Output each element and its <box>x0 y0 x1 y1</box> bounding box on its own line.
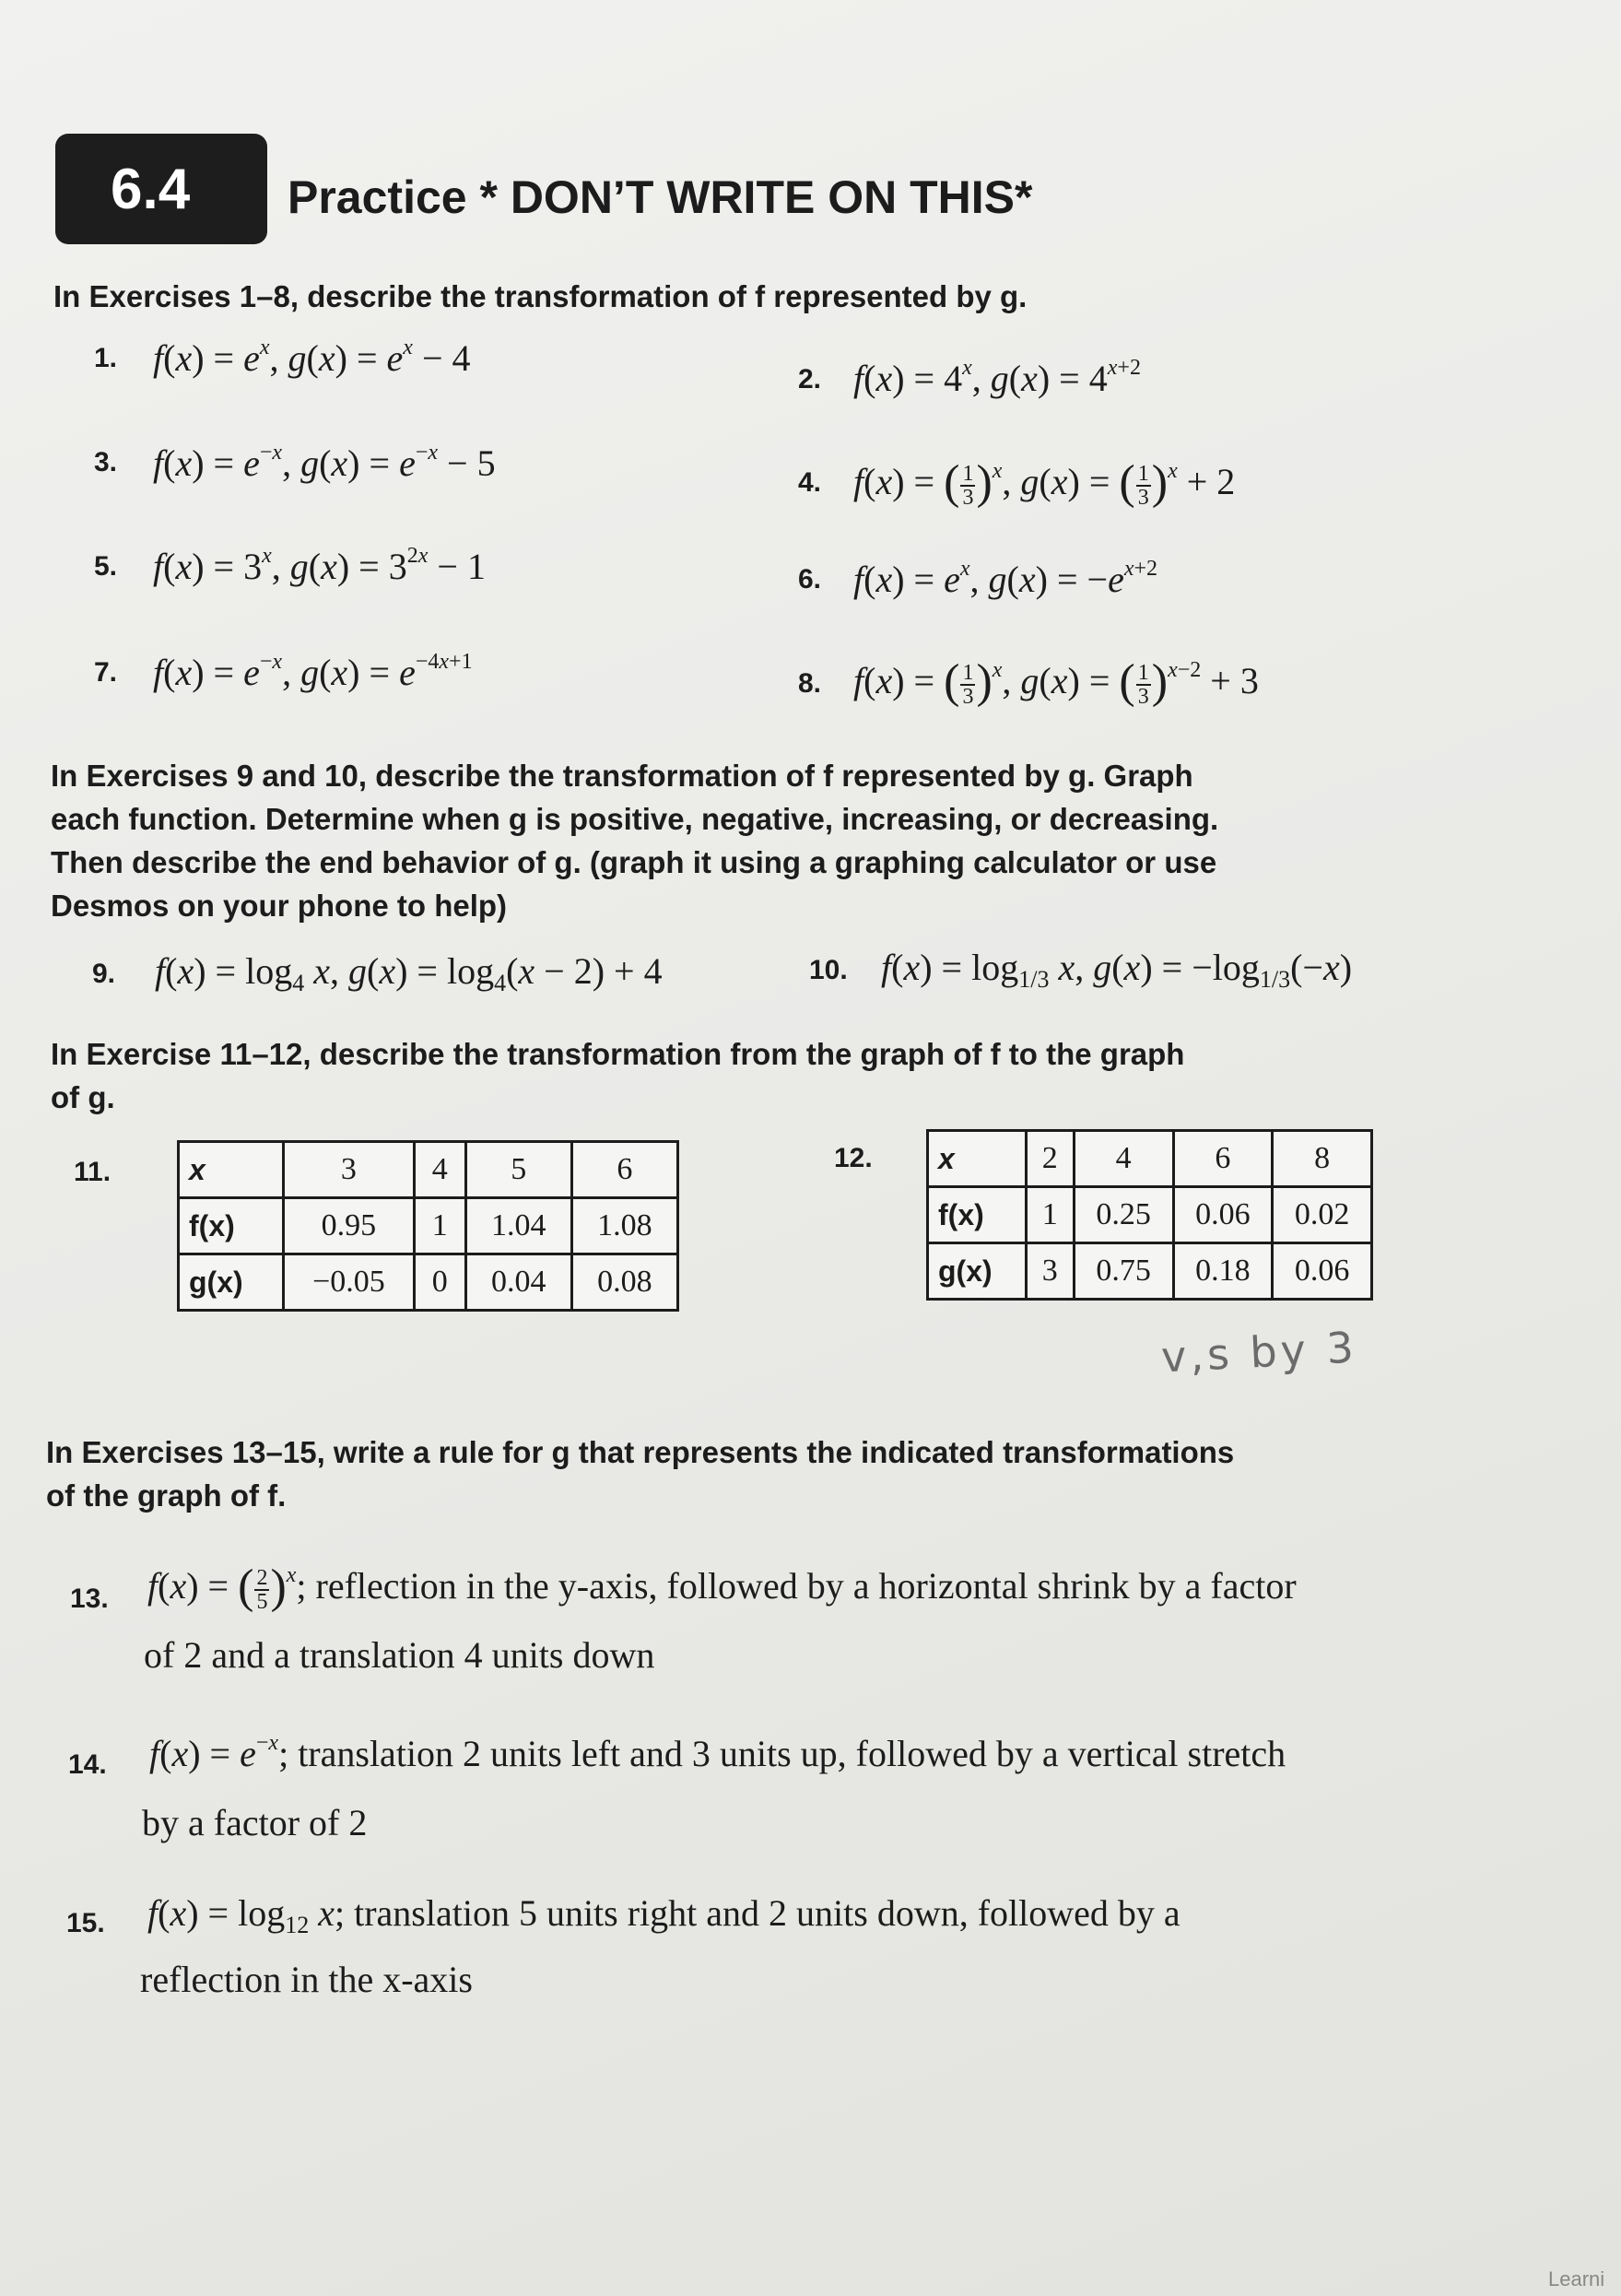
exercise-14-text: ; translation 2 units left and 3 units up, followed by a vertical stretch <box>278 1733 1286 1774</box>
exercise-14-math: $f(x) = e^{-x}$; translation 2 units left and 3 units up, followed by a vertical stretch <box>149 1731 1286 1774</box>
table-cell: 0.18 <box>1173 1243 1273 1300</box>
instructions-9-10-line4: Desmos on your phone to help) <box>51 889 508 923</box>
table-cell: 8 <box>1273 1131 1372 1187</box>
table-cell: f(x) <box>179 1198 284 1254</box>
exercise-10-number: 10. <box>809 955 848 985</box>
instructions-9-10-line2: each function. Determine when g is positive, negative, increasing, or decreasing. <box>51 802 1219 836</box>
exercise-8-math: f(x) = ( $\frac{1}{3}$ )$^x$, g(x) = ( $\frac{1}{3}$ )$^{x-2}$ + 3 <box>853 655 1259 709</box>
table-row <box>179 1254 678 1311</box>
table-cell: 0.06 <box>1173 1187 1273 1243</box>
instructions-11-12-line1: In Exercise 11–12, describe the transformation from the graph of f to the graph <box>51 1037 1185 1071</box>
exercise-8-number: 8. <box>798 668 822 699</box>
instructions-1-8: In Exercises 1–8, describe the transformation of f represented by g. <box>53 279 1028 313</box>
table-cell: 0.08 <box>571 1254 677 1311</box>
exercise-15-number: 15. <box>66 1908 105 1938</box>
instructions-9-10 <box>51 754 1218 927</box>
exercise-15-continuation: reflection in the x-axis <box>140 1959 473 2000</box>
exercise-4-number: 4. <box>798 467 822 498</box>
table-cell: 4 <box>414 1142 465 1198</box>
exercise-6-math: $f(x) = e^x$, $g(x) = -e^{x+2}$ <box>853 557 1158 600</box>
table-cell: 1 <box>1026 1187 1074 1243</box>
exercise-5-math: $f(x) = 3^x$, $g(x) = 3^{2x} - 1$ <box>153 544 486 587</box>
table-cell: x <box>928 1131 1027 1187</box>
exercise-1-number: 1. <box>94 343 118 373</box>
table-cell: 1 <box>414 1198 465 1254</box>
page-title: Practice * DON’T WRITE ON THIS* <box>288 171 1033 223</box>
table-cell: g(x) <box>179 1254 284 1311</box>
table-cell: 3 <box>283 1142 414 1198</box>
exercise-14-number: 14. <box>68 1749 107 1780</box>
table-cell: 0.75 <box>1074 1243 1173 1300</box>
table-row <box>928 1131 1372 1187</box>
footer-text: Learni <box>1548 2267 1605 2290</box>
exercise-13-math: f(x) = ( $\frac{2}{5}$ )$^x$; reflection in the y-axis, followed by a horizontal shrink by a factor <box>147 1560 1297 1614</box>
handwritten-note: v,s by 3 <box>1159 1322 1359 1383</box>
table-cell: 4 <box>1074 1131 1173 1187</box>
table-cell: 0.25 <box>1074 1187 1173 1243</box>
exercise-9-math: $f(x) = \log_4 x$, $g(x) = \log_4(x - 2) + 4$ <box>155 950 663 996</box>
table-cell: 1.04 <box>465 1198 571 1254</box>
instructions-9-10-line3: Then describe the end behavior of g. (graph it using a graphing calculator or use <box>51 845 1217 879</box>
table-cell: 0 <box>414 1254 465 1311</box>
instructions-11-12-line2: of g. <box>51 1080 115 1114</box>
exercise-11-number: 11. <box>74 1157 112 1187</box>
exercise-5-number: 5. <box>94 551 118 582</box>
exercise-13-text: ; reflection in the y-axis, followed by a horizontal shrink by a factor <box>296 1565 1297 1607</box>
exercise-3-math: $f(x) = e^{-x}$, $g(x) = e^{-x} - 5$ <box>153 441 496 484</box>
exercise-3-number: 3. <box>94 447 118 477</box>
table-row <box>179 1198 678 1254</box>
table-row <box>179 1142 678 1198</box>
table-cell: 0.04 <box>465 1254 571 1311</box>
table-cell: 6 <box>1173 1131 1273 1187</box>
exercise-15-math: $f(x) = \log_{12} x$; translation 5 units right and 2 units down, followed by a <box>147 1892 1181 1938</box>
table-cell: 0.06 <box>1273 1243 1372 1300</box>
instructions-13-15-line2: of the graph of f. <box>46 1478 287 1513</box>
instructions-13-15 <box>46 1431 1234 1517</box>
table-exercise-11 <box>177 1140 679 1312</box>
table-cell: 5 <box>465 1142 571 1198</box>
table-cell: g(x) <box>928 1243 1027 1300</box>
exercise-14-continuation: by a factor of 2 <box>142 1802 368 1843</box>
exercise-9-number: 9. <box>92 959 116 989</box>
table-cell: −0.05 <box>283 1254 414 1311</box>
table-cell: 1.08 <box>571 1198 677 1254</box>
exercise-10-math: $f(x) = \log_{1/3} x$, $g(x) = -\log_{1/3}(-x)$ <box>881 947 1353 993</box>
exercise-6-number: 6. <box>798 564 822 595</box>
instructions-13-15-line1: In Exercises 13–15, write a rule for g that represents the indicated transformations <box>46 1435 1235 1469</box>
exercise-4-math: f(x) = ( $\frac{1}{3}$ )$^x$, g(x) = ( $\frac{1}{3}$ )$^x$ + 2 <box>853 456 1236 510</box>
table-cell: 6 <box>571 1142 677 1198</box>
table-cell: 3 <box>1026 1243 1074 1300</box>
table-row <box>928 1243 1372 1300</box>
exercise-15-text: ; translation 5 units right and 2 units down, followed by a <box>334 1892 1181 1934</box>
exercise-13-continuation: of 2 and a translation 4 units down <box>144 1634 655 1676</box>
exercise-2-math: $f(x) = 4^x$, $g(x) = 4^{x+2}$ <box>853 356 1141 399</box>
instructions-9-10-line1: In Exercises 9 and 10, describe the transformation of f represented by g. Graph <box>51 759 1193 793</box>
section-number: 6.4 <box>111 157 191 221</box>
exercise-12-number: 12. <box>834 1143 873 1173</box>
table-cell: f(x) <box>928 1187 1027 1243</box>
table-cell: 0.95 <box>283 1198 414 1254</box>
table-cell: 2 <box>1026 1131 1074 1187</box>
exercise-13-number: 13. <box>70 1584 109 1614</box>
section-badge <box>55 134 267 244</box>
table-row <box>928 1187 1372 1243</box>
table-cell: 0.02 <box>1273 1187 1372 1243</box>
table-cell: x <box>179 1142 284 1198</box>
exercise-1-math: $f(x) = e^x$, $g(x) = e^x - 4$ <box>153 336 471 379</box>
exercise-2-number: 2. <box>798 364 822 394</box>
table-exercise-12 <box>926 1129 1373 1301</box>
exercise-7-number: 7. <box>94 657 118 688</box>
instructions-11-12 <box>51 1032 1184 1119</box>
exercise-7-math: $f(x) = e^{-x}$, $g(x) = e^{-4x+1}$ <box>153 650 473 693</box>
